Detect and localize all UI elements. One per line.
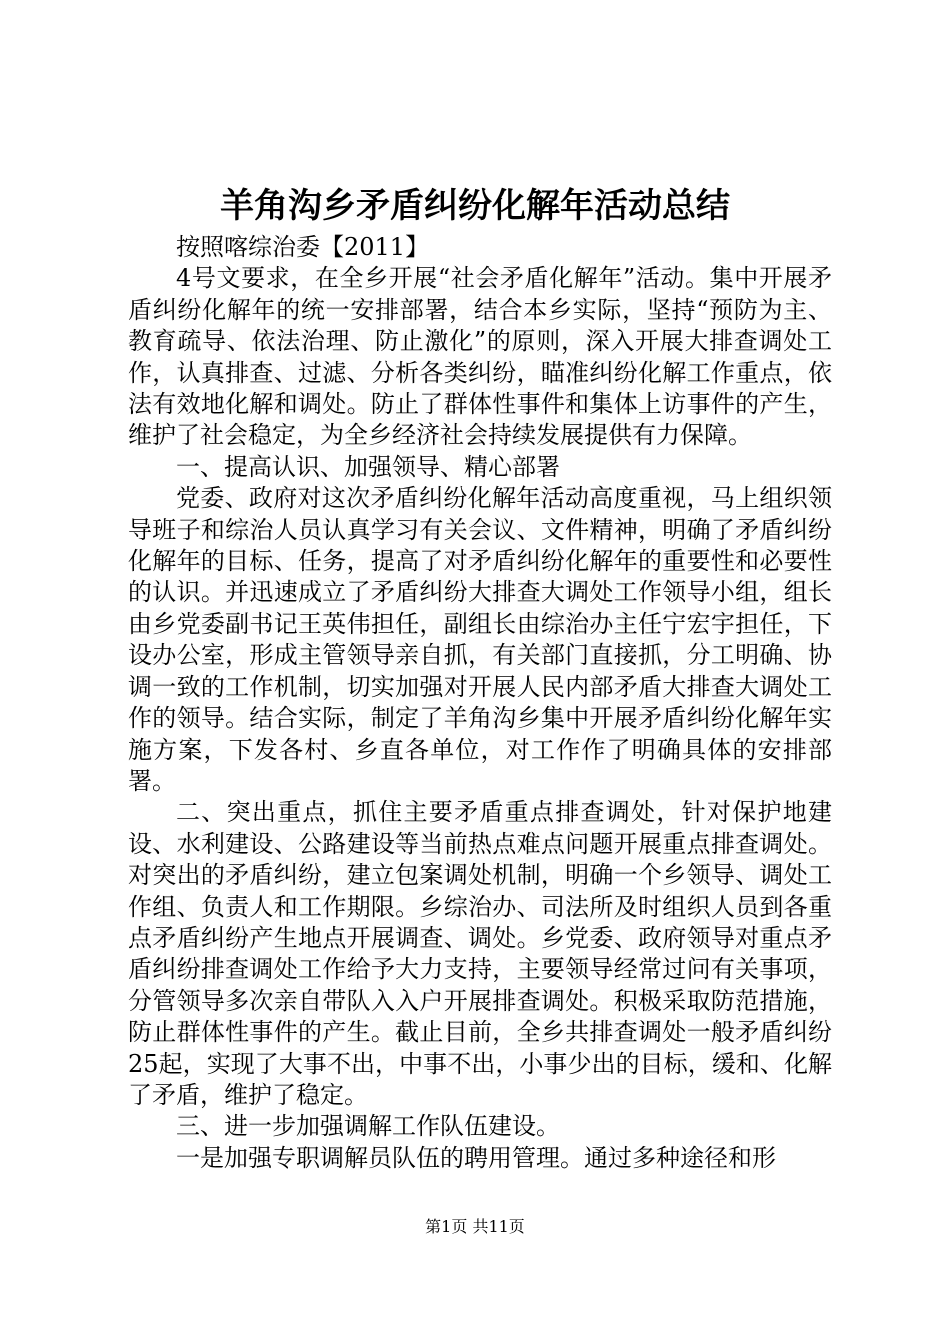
paragraph-overview: 4号文要求，在全乡开展“社会矛盾化解年”活动。集中开展矛盾纠纷化解年的统一安排部署，结合本乡实际，坚持“预防为主、教育疏导、依法治理、防止激化”的原则，深入开展大排查调处工作，认真排查、过滤、分析各类纠纷，瞄准纠纷化解工作重点，依法有效地化解和调处。防止了群体性事件和集体上访事件的产生，维护了社会稳定，为全乡经济社会持续发展提供有力保障。 [128, 264, 832, 450]
paragraph-section-2: 二、突出重点，抓住主要矛盾重点排查调处，针对保护地建设、水利建设、公路建设等当前热点难点问题开展重点排查调处。对突出的矛盾纠纷，建立包案调处机制，明确一个乡领导、调处工作组、负责人和工作期限。乡综治办、司法所及时组织人员到各重点矛盾纠纷产生地点开展调查、调处。乡党委、政府领导对重点矛盾纠纷排查调处工作给予大力支持，主要领导经常过问有关事项，分管领导多次亲自带队入入户开展排查调处。积极采取防范措施，防止群体性事件的产生。截止目前，全乡共排查调处一般矛盾纠纷25起，实现了大事不出，中事不出，小事少出的目标，缓和、化解了矛盾，维护了稳定。 [128, 798, 832, 1109]
document-title: 羊角沟乡矛盾纠纷化解年活动总结 [220, 186, 730, 226]
paragraph-section-1: 党委、政府对这次矛盾纠纷化解年活动高度重视，马上组织领导班子和综治人员认真学习有关会议、文件精神，明确了矛盾纠纷化解年的目标、任务，提高了对矛盾纠纷化解年的重要性和必要性的认识。并迅速成立了矛盾纠纷大排查大调处工作领导小组，组长由乡党委副书记王英伟担任，副组长由综治办主任宁宏宇担任，下设办公室，形成主管领导亲自抓，有关部门直接抓，分工明确、协调一致的工作机制，切实加强对开展人民内部矛盾大排查大调处工作的领导。结合实际，制定了羊角沟乡集中开展矛盾纠纷化解年实施方案，下发各村、乡直各单位，对工作作了明确具体的安排部署。 [128, 484, 832, 795]
section-heading-3: 三、进一步加强调解工作队伍建设。 [176, 1112, 560, 1141]
section-heading-1: 一、提高认识、加强领导、精心部署 [176, 452, 560, 481]
document-body [128, 232, 832, 1174]
paragraph-section-3: 一是加强专职调解员队伍的聘用管理。通过多种途径和形 [176, 1143, 776, 1172]
paragraph-intro: 按照喀综治委【2011】 [176, 233, 430, 261]
page-number-footer: 第1页 共11页 [425, 1217, 525, 1236]
